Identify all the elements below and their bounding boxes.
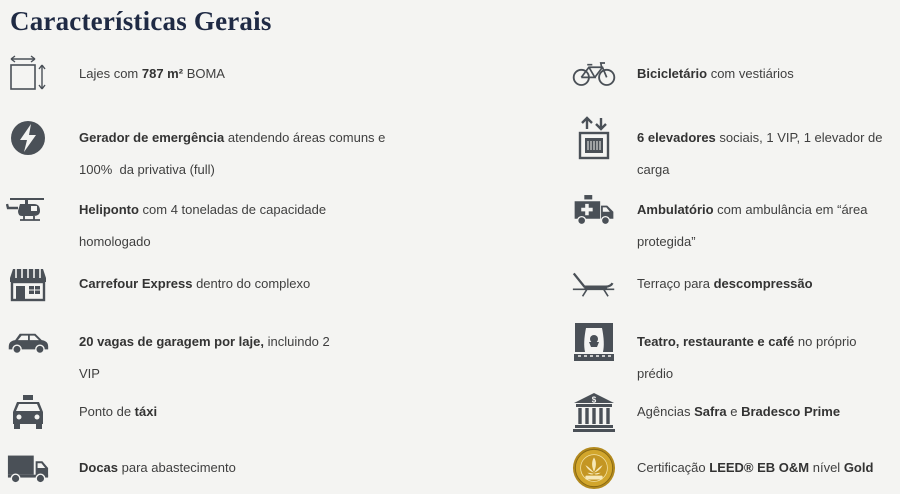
feature-highlight: 6 elevadores <box>637 130 716 145</box>
bicycle-icon <box>572 52 616 96</box>
taxi-icon <box>6 390 50 434</box>
feature-text-part: Agências <box>637 404 695 419</box>
elevator-icon <box>572 116 616 160</box>
feature-highlight: descompressão <box>713 276 813 291</box>
feature-text-part: carga <box>637 162 670 177</box>
feature-text <box>79 452 236 484</box>
feature-text-part: sociais, 1 VIP, 1 elevador de <box>715 130 883 145</box>
feature-highlight: Docas <box>79 460 119 475</box>
feature-text-part: dentro do complexo <box>192 276 311 291</box>
generator-icon <box>6 116 50 160</box>
feature-text <box>79 326 330 390</box>
feature-text-part: atendendo áreas comuns e <box>224 130 386 145</box>
feature-text <box>637 122 882 186</box>
feature-text-part: no próprio <box>794 334 857 349</box>
feature-text <box>79 396 157 428</box>
feature-text <box>79 122 385 186</box>
feature-highlight: Gerador de emergência <box>79 130 225 145</box>
page-title: Características Gerais <box>10 6 272 36</box>
lounge-chair-icon <box>572 262 616 306</box>
feature-text-part: prédio <box>637 366 674 381</box>
feature-text-part: 100% da privativa (full) <box>79 162 215 177</box>
feature-text <box>79 268 310 300</box>
feature-text-part: VIP <box>79 366 100 381</box>
feature-text-part: protegida” <box>637 234 696 249</box>
feature-highlight: Bicicletário <box>637 66 708 81</box>
feature-text <box>637 452 873 484</box>
feature-text-part: Lajes com <box>79 66 142 81</box>
feature-highlight: 787 m² <box>141 66 184 81</box>
feature-highlight: Teatro, restaurante e café <box>637 334 795 349</box>
feature-highlight: 20 vagas de garagem por laje, <box>79 334 264 349</box>
bank-icon <box>572 390 616 434</box>
floor-area-icon <box>6 52 50 96</box>
feature-text-part: BOMA <box>183 66 225 81</box>
feature-text-part: com ambulância em “área <box>713 202 868 217</box>
feature-highlight: Ambulatório <box>637 202 714 217</box>
helicopter-icon <box>6 188 50 232</box>
feature-text-part: homologado <box>79 234 151 249</box>
feature-highlight: Bradesco Prime <box>741 404 841 419</box>
feature-text-part: com vestiários <box>707 66 794 81</box>
theater-icon <box>572 320 616 364</box>
feature-text-part: para abastecimento <box>118 460 236 475</box>
feature-text-part: incluindo 2 <box>263 334 330 349</box>
feature-text-part: com 4 toneladas de capacidade <box>138 202 327 217</box>
svg-text:$: $ <box>591 395 597 405</box>
feature-highlight: Carrefour Express <box>79 276 193 291</box>
feature-highlight: Gold <box>843 460 874 475</box>
feature-text <box>637 268 813 300</box>
feature-text-part: Certificação <box>637 460 710 475</box>
feature-text <box>637 326 856 390</box>
store-icon <box>6 262 50 306</box>
feature-text-part: Ponto de <box>79 404 135 419</box>
feature-text <box>637 58 794 90</box>
feature-text <box>79 194 326 258</box>
feature-text-part: nível <box>809 460 844 475</box>
car-icon <box>6 320 50 364</box>
feature-highlight: Safra <box>694 404 727 419</box>
feature-highlight: táxi <box>134 404 158 419</box>
feature-text <box>79 58 225 90</box>
feature-highlight: LEED® EB O&M <box>709 460 810 475</box>
leed-seal-icon <box>572 446 616 490</box>
feature-highlight: Heliponto <box>79 202 139 217</box>
feature-text-part: Terraço para <box>637 276 714 291</box>
feature-text-part: e <box>726 404 742 419</box>
feature-text <box>637 194 867 258</box>
ambulance-icon <box>572 188 616 232</box>
feature-text <box>637 396 840 428</box>
truck-icon <box>6 446 50 490</box>
